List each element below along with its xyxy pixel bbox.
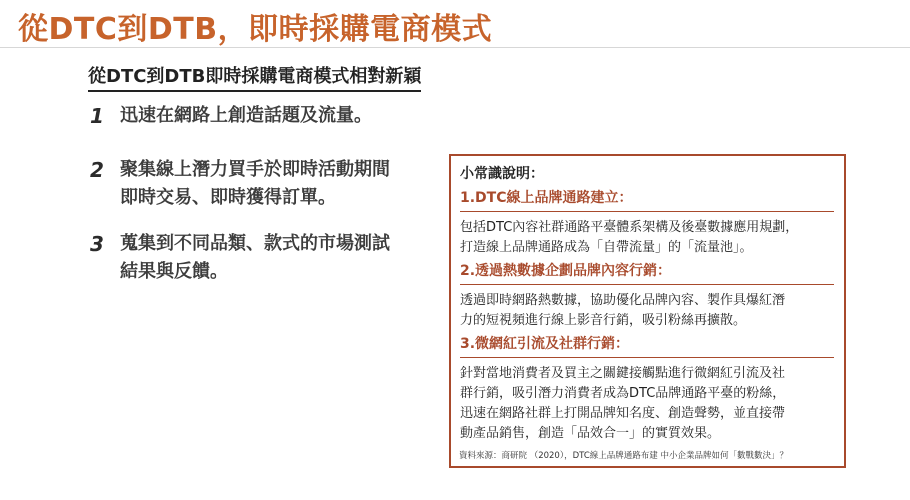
section-subtitle: 從DTC到DTB即時採購電商模式相對新穎 [88,62,421,92]
note-section-title: 3.微網紅引流及社群行銷： [460,336,630,352]
title-divider [0,47,910,48]
note-section-title: 2.透過熱數據企劃品牌內容行銷： [460,263,672,279]
note-section-body: 透過即時網路熱數據，協助優化品牌內容、製作具爆紅潛 力的短視頻進行線上影音行銷，吸引粉絲再擴散。 [460,293,786,328]
point-item-2 [90,156,390,212]
note-section-title: 1.DTC線上品牌通路建立： [460,190,633,206]
note-section-body: 針對當地消費者及買主之關鍵接觸點進行微網紅引流及社 群行銷，吸引潛力消費者成為DTC品牌通路平臺的粉絲， 迅速在網路社群上打開品牌知名度、創造聲勢，並直接帶 動產品銷售，創造「品效合一」的實質效果。 [460,366,786,441]
page-title: 從DTC到DTB，即時採購電商模式 [18,12,493,47]
point-number: 1 [90,104,104,128]
section-divider [460,357,834,358]
point-text: 迅速在網路上創造話題及流量。 [120,105,372,126]
point-text: 聚集線上潛力買手於即時活動期間 即時交易、即時獲得訂單。 [120,159,390,208]
note-box [449,154,846,468]
note-heading: 小常識說明： [460,166,544,182]
point-item-3 [90,230,390,286]
note-section-body: 包括DTC內容社群通路平臺體系架構及後臺數據應用規劃， 打造線上品牌通路成為「自帶流量」的「流量池」。 [460,220,799,255]
point-item-1 [90,102,372,130]
section-divider [460,284,834,285]
point-number: 3 [90,232,104,256]
point-number: 2 [90,158,104,182]
source-citation: 資料來源：商研院 （2020），DTC線上品牌通路布建 中小企業品牌如何「數戰數決」？ [459,451,788,461]
point-text: 蒐集到不同品類、款式的市場測試 結果與反饋。 [120,233,390,282]
section-divider [460,211,834,212]
